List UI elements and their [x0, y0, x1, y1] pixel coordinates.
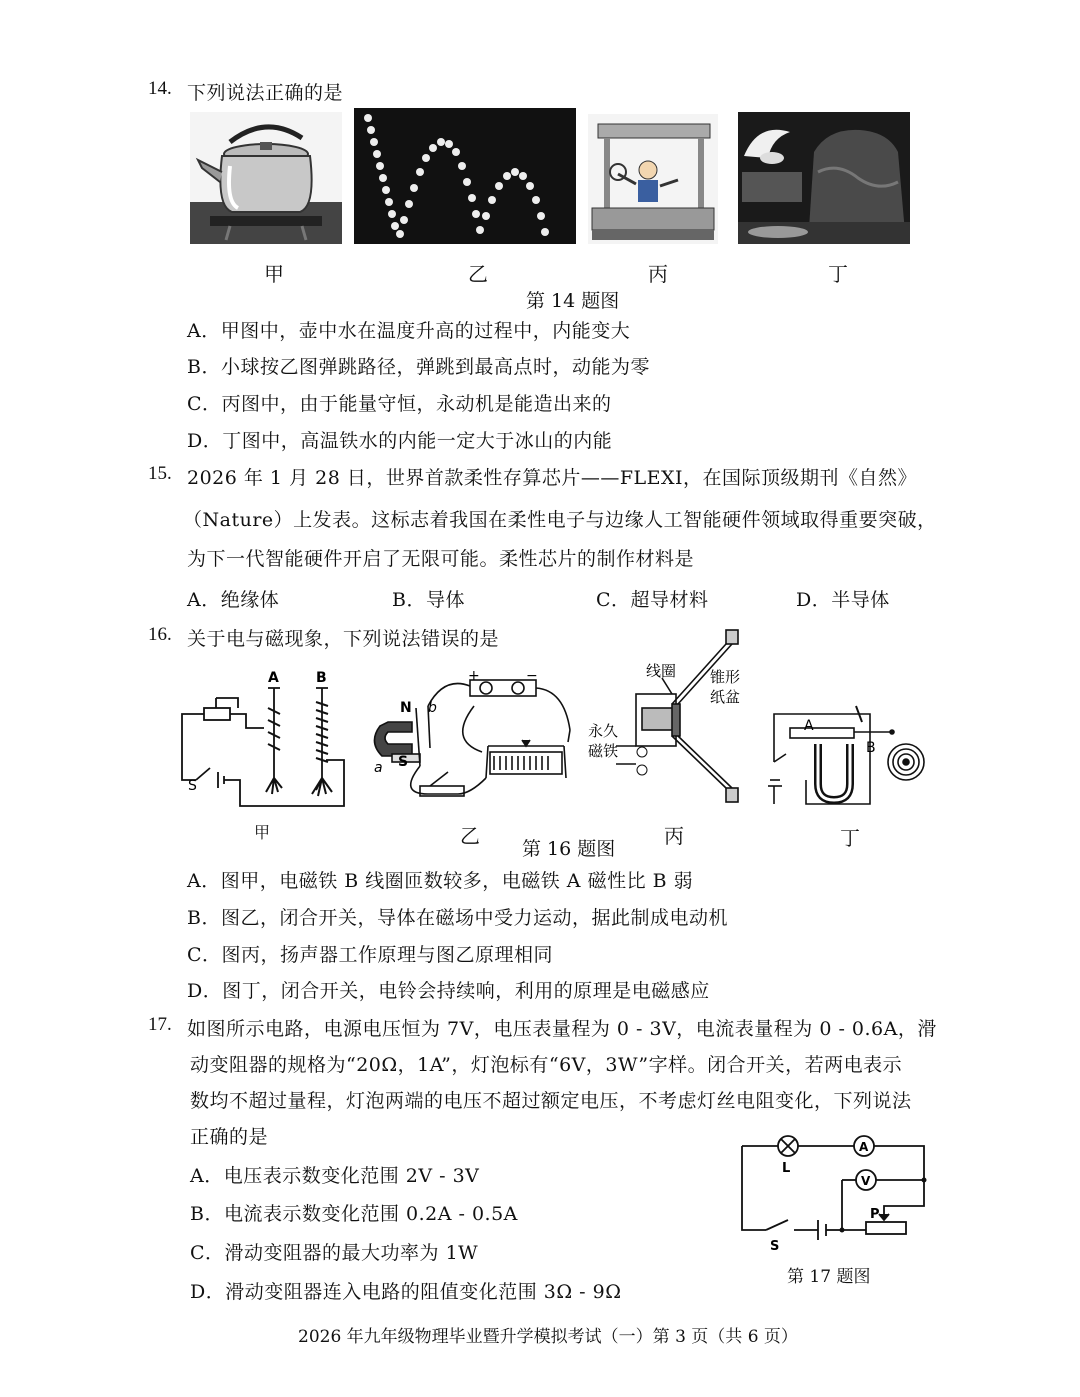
q16-option-a: A．图甲，电磁铁 B 线圈匝数较多，电磁铁 A 磁性比 B 弱 — [187, 870, 694, 892]
q16-yi-label-minus: − — [526, 668, 538, 684]
q14-figure-caption: 第 14 题图 — [526, 290, 620, 312]
q16-bing-label-magnet-1: 永久 — [588, 722, 619, 740]
q15-option-b: B．导体 — [392, 589, 465, 611]
q16-ding-label-b: B — [866, 740, 876, 756]
q17-line-3: 数均不超过量程，灯泡两端的电压不超过额定电压，不考虑灯丝电阻变化，下列说法 — [190, 1090, 912, 1112]
q14-label-yi: 乙 — [468, 262, 488, 286]
q14-option-b: B．小球按乙图弹跳路径，弹跳到最高点时，动能为零 — [187, 356, 650, 378]
q17-line-2: 动变阻器的规格为“20Ω，1A”，灯泡标有“6V，3W”字样。闭合开关，若两电表示 — [190, 1054, 903, 1076]
q14-option-d: D．丁图中，高温铁水的内能一定大于冰山的内能 — [187, 430, 613, 452]
q14-fig-iron-iceberg — [738, 112, 910, 244]
q16-jia-label-b: B — [316, 670, 327, 686]
q14-option-c: C．丙图中，由于能量守恒，永动机是能造出来的 — [187, 393, 612, 415]
q16-yi-label-s: S — [398, 754, 409, 770]
q16-option-c: C．图丙，扬声器工作原理与图乙原理相同 — [187, 944, 554, 966]
q15-option-d: D．半导体 — [796, 589, 890, 611]
q16-label-jia: 甲 — [254, 823, 271, 842]
q14-label-bing: 丙 — [648, 262, 668, 286]
q17-circuit-label-a: A — [859, 1140, 869, 1154]
q17-circuit-label-l: L — [782, 1161, 791, 1176]
q16-option-d: D．图丁，闭合开关，电铃会持续响，利用的原理是电磁感应 — [187, 980, 710, 1002]
q15-line-2: （Nature）上发表。这标志着我国在柔性电子与边缘人工智能硬件领域取得重要突破， — [183, 509, 937, 531]
q14-label-ding: 丁 — [828, 262, 848, 286]
q16-jia-label-s: S — [188, 778, 197, 794]
q17-line-1: 如图所示电路，电源电压恒为 7V，电压表量程为 0 - 3V，电流表量程为 0 - 0.6A，滑 — [187, 1018, 937, 1040]
q14-stem: 下列说法正确的是 — [187, 82, 344, 104]
q16-bing-label-coil: 线圈 — [646, 662, 677, 680]
q17-option-c: C．滑动变阻器的最大功率为 1W — [190, 1242, 479, 1264]
q17-circuit-diagram — [736, 1132, 936, 1256]
q15-line-3: 为下一代智能硬件开启了无限可能。柔性芯片的制作材料是 — [187, 548, 695, 570]
q17-option-d: D．滑动变阻器连入电路的阻值变化范围 3Ω - 9Ω — [190, 1281, 622, 1303]
q16-ding-label-a: A — [804, 718, 814, 734]
q15-option-c: C．超导材料 — [596, 589, 709, 611]
q14-fig-bouncing-ball — [354, 108, 576, 244]
q16-yi-label-n: N — [400, 700, 412, 716]
q16-yi-label-a: a — [374, 760, 383, 776]
q16-stem: 关于电与磁现象，下列说法错误的是 — [187, 628, 500, 650]
q16-label-bing: 丙 — [664, 824, 684, 848]
q17-number: 17. — [148, 1014, 172, 1035]
q14-fig-kettle — [190, 112, 342, 244]
q16-option-b: B．图乙，闭合开关，导体在磁场中受力运动，据此制成电动机 — [187, 907, 728, 929]
q17-circuit-label-v: V — [861, 1174, 871, 1188]
q16-number: 16. — [148, 624, 172, 645]
q17-circuit-label-p: P — [870, 1207, 880, 1222]
q16-bing-label-cone-1: 锥形 — [710, 668, 741, 686]
q15-option-a: A．绝缘体 — [187, 589, 280, 611]
q16-jia-label-a: A — [268, 670, 279, 686]
q17-line-4: 正确的是 — [190, 1126, 269, 1148]
q17-figure-caption: 第 17 题图 — [787, 1267, 871, 1287]
q15-number: 15. — [148, 463, 172, 484]
q16-bing-label-magnet-2: 磁铁 — [588, 742, 619, 760]
q16-figure-caption: 第 16 题图 — [522, 838, 616, 860]
q16-yi-label-plus: + — [468, 668, 480, 684]
q14-option-a: A．甲图中，壶中水在温度升高的过程中，内能变大 — [187, 320, 631, 342]
q17-option-b: B．电流表示数变化范围 0.2A - 0.5A — [190, 1203, 518, 1225]
q16-bing-label-cone-2: 纸盆 — [710, 688, 741, 706]
q14-label-jia: 甲 — [264, 262, 284, 286]
q14-number: 14. — [148, 78, 172, 99]
q17-option-a: A．电压表示数变化范围 2V - 3V — [190, 1165, 480, 1187]
q14-fig-perpetual-machine — [588, 114, 718, 244]
q16-label-ding: 丁 — [840, 826, 860, 850]
q16-fig-electromagnets — [176, 668, 348, 810]
q16-fig-speaker — [586, 624, 762, 810]
q15-line-1: 2026 年 1 月 28 日，世界首款柔性存算芯片——FLEXI，在国际顶级期刊《自然》 — [187, 467, 918, 489]
q16-yi-label-b: b — [428, 700, 437, 716]
q16-fig-electric-bell — [766, 700, 926, 810]
q16-label-yi: 乙 — [460, 824, 480, 848]
q16-fig-motor — [358, 666, 578, 804]
q17-circuit-label-s: S — [770, 1239, 780, 1254]
page-footer: 2026 年九年级物理毕业暨升学模拟考试（一）第 3 页（共 6 页） — [298, 1327, 798, 1347]
